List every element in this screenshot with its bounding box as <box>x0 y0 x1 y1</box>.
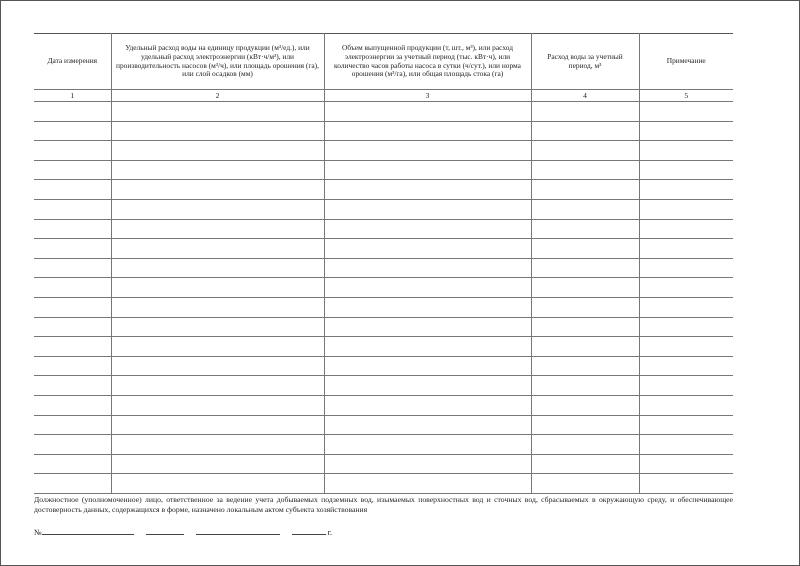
table-header-row <box>34 34 733 90</box>
table-row <box>34 415 733 435</box>
table-cell[interactable] <box>531 121 639 141</box>
table-cell[interactable] <box>111 474 324 494</box>
table-cell[interactable] <box>531 278 639 298</box>
table-cell[interactable] <box>639 395 733 415</box>
table-cell[interactable] <box>111 435 324 455</box>
document-number-field[interactable] <box>42 526 134 535</box>
table-row <box>34 160 733 180</box>
table-cell[interactable] <box>34 297 111 317</box>
table-row <box>34 102 733 122</box>
table-cell[interactable] <box>34 474 111 494</box>
table-cell[interactable] <box>111 141 324 161</box>
table-cell[interactable] <box>111 297 324 317</box>
table-cell[interactable] <box>111 337 324 357</box>
table-cell[interactable] <box>324 239 531 259</box>
table-cell[interactable] <box>111 395 324 415</box>
table-cell[interactable] <box>531 337 639 357</box>
table-cell[interactable] <box>324 454 531 474</box>
table-cell[interactable] <box>324 435 531 455</box>
table-cell[interactable] <box>324 297 531 317</box>
table-cell[interactable] <box>639 376 733 396</box>
table-cell[interactable] <box>111 258 324 278</box>
number-label: № <box>34 528 42 537</box>
date-year-field[interactable] <box>292 526 326 535</box>
table-cell[interactable] <box>34 317 111 337</box>
table-cell[interactable] <box>111 219 324 239</box>
header-specific-consumption: Удельный расход воды на единицу продукции (м³/ед.), или удельный расход электроэнергии (кВт·ч/м³), или производительность насосов (м³/ч), или площадь орошения (га), или слой осадков (мм) <box>111 34 324 90</box>
table-cell[interactable] <box>639 435 733 455</box>
table-row <box>34 317 733 337</box>
table-cell[interactable] <box>111 239 324 259</box>
table-cell[interactable] <box>111 415 324 435</box>
table-cell[interactable] <box>34 415 111 435</box>
table-row <box>34 337 733 357</box>
table-cell[interactable] <box>324 258 531 278</box>
table-row <box>34 258 733 278</box>
table-row <box>34 454 733 474</box>
table-cell[interactable] <box>639 160 733 180</box>
table-cell[interactable] <box>639 239 733 259</box>
table-cell[interactable] <box>324 356 531 376</box>
table-row <box>34 376 733 396</box>
table-cell[interactable] <box>531 141 639 161</box>
column-number-row <box>34 90 733 102</box>
table-row <box>34 474 733 494</box>
date-day-field[interactable] <box>146 526 184 535</box>
table-cell[interactable] <box>111 278 324 298</box>
table-cell[interactable] <box>531 376 639 396</box>
table-cell[interactable] <box>111 180 324 200</box>
table-cell[interactable] <box>34 180 111 200</box>
header-note: Примечание <box>639 34 733 90</box>
table-row <box>34 121 733 141</box>
year-suffix: г. <box>327 528 333 537</box>
table-cell[interactable] <box>111 356 324 376</box>
table-cell[interactable] <box>531 219 639 239</box>
table-cell[interactable] <box>531 356 639 376</box>
table-cell[interactable] <box>531 239 639 259</box>
table-cell[interactable] <box>34 435 111 455</box>
table-row <box>34 239 733 259</box>
table-row <box>34 219 733 239</box>
table-cell[interactable] <box>111 454 324 474</box>
table-row <box>34 395 733 415</box>
table-cell[interactable] <box>34 337 111 357</box>
header-production-volume: Объем выпущенной продукции (т, шт., м³), или расход электроэнергии за учетный период (тыс. кВт·ч), или количество часов работы насоса в сутки (ч/сут.), или норма орошения (м³/га), или общая площадь стока (га) <box>324 34 531 90</box>
table-cell[interactable] <box>324 415 531 435</box>
table-cell[interactable] <box>34 356 111 376</box>
table-cell[interactable] <box>111 160 324 180</box>
table-cell[interactable] <box>324 102 531 122</box>
table-cell[interactable] <box>34 395 111 415</box>
table-cell[interactable] <box>324 278 531 298</box>
table-cell[interactable] <box>639 454 733 474</box>
table-cell[interactable] <box>639 258 733 278</box>
table-cell[interactable] <box>324 141 531 161</box>
table-cell[interactable] <box>34 102 111 122</box>
table-cell[interactable] <box>34 199 111 219</box>
table-row <box>34 297 733 317</box>
table-cell[interactable] <box>34 239 111 259</box>
table-cell[interactable] <box>531 160 639 180</box>
table-cell[interactable] <box>531 435 639 455</box>
table-cell[interactable] <box>324 376 531 396</box>
table-cell[interactable] <box>639 474 733 494</box>
table-cell[interactable] <box>324 199 531 219</box>
table-cell[interactable] <box>324 121 531 141</box>
table-row <box>34 435 733 455</box>
table-row <box>34 141 733 161</box>
table-cell[interactable] <box>531 258 639 278</box>
table-cell[interactable] <box>111 376 324 396</box>
table-cell[interactable] <box>531 317 639 337</box>
column-number: 1 <box>34 90 111 102</box>
table-cell[interactable] <box>639 121 733 141</box>
table-cell[interactable] <box>639 219 733 239</box>
table-cell[interactable] <box>639 356 733 376</box>
column-number: 3 <box>324 90 531 102</box>
table-cell[interactable] <box>34 141 111 161</box>
table-cell[interactable] <box>531 474 639 494</box>
table-cell[interactable] <box>531 454 639 474</box>
table-body <box>34 102 733 494</box>
table-cell[interactable] <box>639 337 733 357</box>
table-cell[interactable] <box>639 415 733 435</box>
table-cell[interactable] <box>639 199 733 219</box>
table-cell[interactable] <box>639 180 733 200</box>
table-cell[interactable] <box>324 160 531 180</box>
table-cell[interactable] <box>531 180 639 200</box>
column-number: 5 <box>639 90 733 102</box>
table-cell[interactable] <box>531 297 639 317</box>
table-cell[interactable] <box>111 121 324 141</box>
water-accounting-table <box>34 33 733 494</box>
table-cell[interactable] <box>639 102 733 122</box>
table-cell[interactable] <box>34 376 111 396</box>
table-cell[interactable] <box>324 474 531 494</box>
header-measurement-date: Дата измерения <box>34 34 111 90</box>
table-cell[interactable] <box>111 317 324 337</box>
table-cell[interactable] <box>324 180 531 200</box>
table-cell[interactable] <box>34 121 111 141</box>
table-cell[interactable] <box>34 258 111 278</box>
table-cell[interactable] <box>531 395 639 415</box>
table-cell[interactable] <box>34 219 111 239</box>
table-cell[interactable] <box>34 454 111 474</box>
table-cell[interactable] <box>639 141 733 161</box>
table-cell[interactable] <box>639 317 733 337</box>
table-cell[interactable] <box>34 278 111 298</box>
column-number: 4 <box>531 90 639 102</box>
table-cell[interactable] <box>639 297 733 317</box>
date-month-field[interactable] <box>196 526 280 535</box>
table-row <box>34 356 733 376</box>
table-row <box>34 278 733 298</box>
table-cell[interactable] <box>324 317 531 337</box>
table-row <box>34 180 733 200</box>
column-number: 2 <box>111 90 324 102</box>
table-row <box>34 199 733 219</box>
header-water-consumption: Расход воды за учетный период, м³ <box>531 34 639 90</box>
table-cell[interactable] <box>111 102 324 122</box>
table-cell[interactable] <box>324 395 531 415</box>
table-cell[interactable] <box>639 278 733 298</box>
table-cell[interactable] <box>324 219 531 239</box>
table-cell[interactable] <box>111 199 324 219</box>
responsible-person-note: Должностное (уполномоченное) лицо, ответственное за ведение учета добываемых подземных вод, изымаемых поверхностных вод и сточных вод, сбрасываемых в окружающую среду, и обеспечивающее достоверность данных, содержащихся в форме, назначено локальным актом субъекта хозяйствования <box>34 495 733 514</box>
table-cell[interactable] <box>324 337 531 357</box>
signature-line <box>34 526 332 537</box>
table-cell[interactable] <box>531 102 639 122</box>
table-cell[interactable] <box>531 415 639 435</box>
table-cell[interactable] <box>34 160 111 180</box>
table-cell[interactable] <box>531 199 639 219</box>
